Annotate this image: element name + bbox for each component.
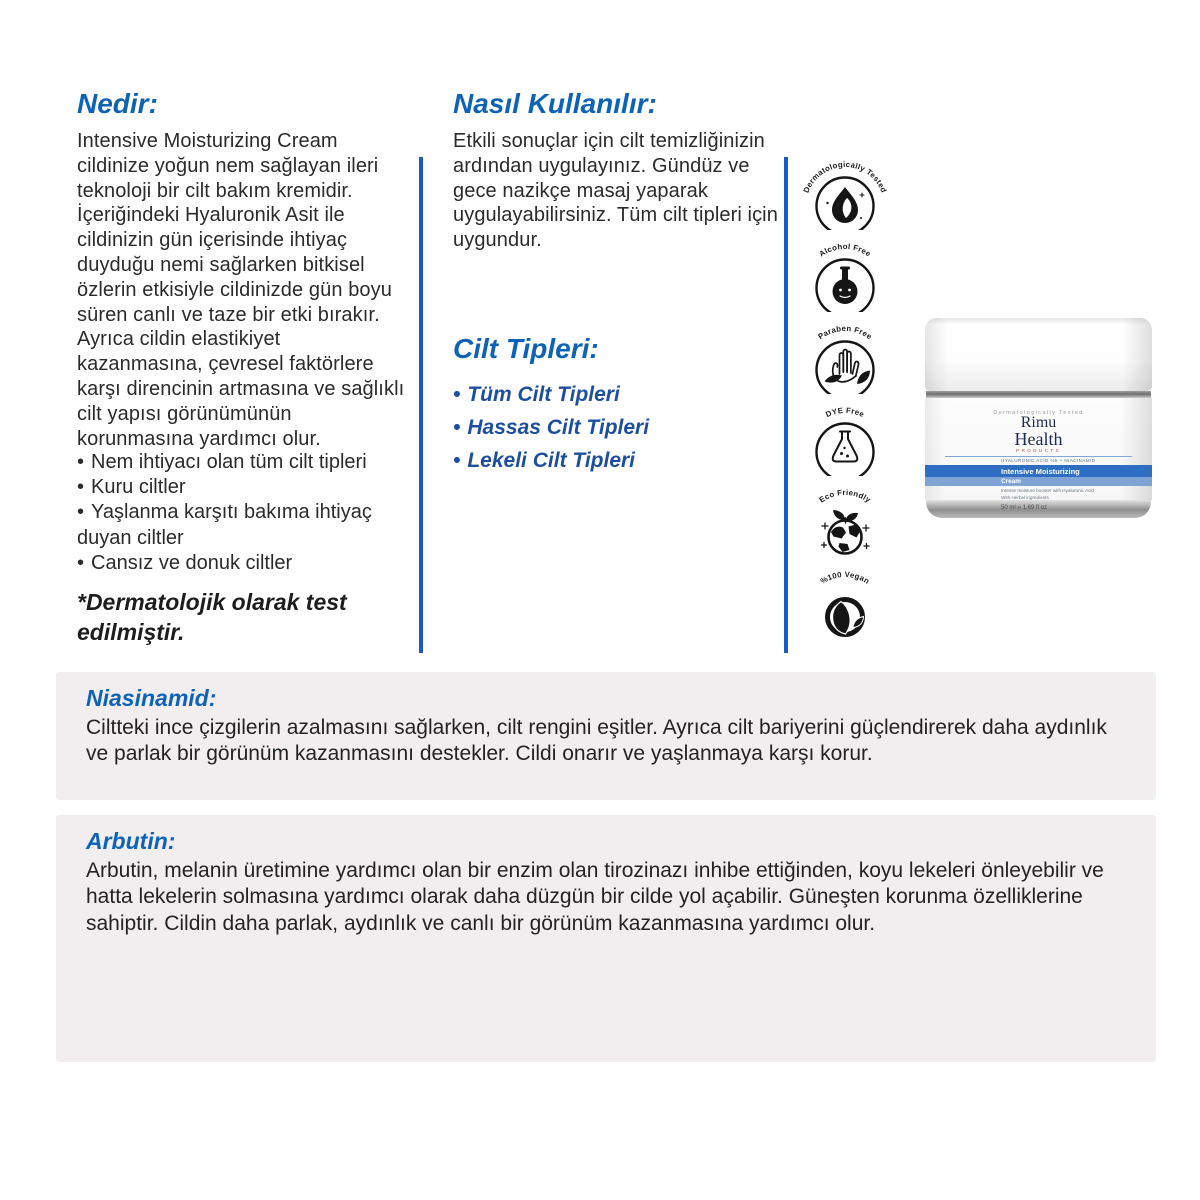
bullet-dot: • [77,451,85,473]
jar-brand-line1: Rimu [1020,414,1057,431]
jar-label-rule [945,456,1132,457]
badge-100-vegan [800,556,890,638]
list-item-text: Nem ihtiyacı olan tüm cilt tipleri [91,451,367,473]
badge-label: Alcohol Free [817,241,873,259]
list-item-text: Cansız ve donuk ciltler [91,551,293,574]
badge-column [800,146,890,638]
badge-label: %100 Vegan [818,569,872,586]
jar-volume: 50 ml ℮ 1.69 fl oz [1001,505,1047,512]
badge-eco-friendly [800,474,890,556]
svg-text:Eco Friendly [818,488,873,505]
product-jar [925,318,1152,518]
badge-label: DYE Free [824,405,866,420]
panel-niasinamid [56,672,1156,800]
panel-arbutin [56,815,1156,1062]
list-item-text: Kuru ciltler [91,476,186,499]
nedir-paragraph: Intensive Moisturizing Cream cildinize yoğun nem sağlayan ileri teknoloji bir cilt bakım kremidir. İçeriğindeki Hyaluronik Asit ile cildinizin gün içerisinde ihtiyaç duyduğu nemi sağlarken bitkisel özlerin etkisiyle cildinizde gün boyu süren canlı ve taze bir etki bırakır. Ayrıca cildin elastikiyet kazanmasına, çevresel faktörlere karşı direncinin artmasına ve sağlıklı cilt yapısı görünümünün korunmasına yardımcı olur. [77,130,405,450]
list-item [77,450,413,475]
list-item [77,551,413,576]
jar-brand-logo [925,416,1152,447]
nedir-bullet-list [77,450,413,576]
vegan-leaf-icon [828,600,864,635]
jar-body [925,398,1152,512]
bullet-dot: • [77,501,85,524]
svg-text:Paraben Free [816,324,874,342]
jar-product-name2: Cream [925,477,1152,486]
nedir-footnote: *Dermatolojik olarak test edilmiştir. [77,589,347,645]
jar-desc-line2: With Herbal ingredients [1001,495,1049,501]
svg-text:DYE Free [824,406,866,419]
svg-text:%100 Vegan [819,570,871,586]
nasil-paragraph: Etkili sonuçlar için cilt temizliğinizin ardından uygulayınız. Gündüz ve gece nazikçe masaj yaparak uygulayabilirsiniz. Tüm cilt tipleri için uygundur. [453,130,778,252]
panel-heading: Arbutin: [86,828,176,854]
list-item [453,448,773,475]
jar-lid [925,318,1152,391]
bullet-dot: • [77,476,85,499]
erlenmeyer-flask-icon [817,424,874,477]
jar-desc-line1: Intense moisture booster with Hyaluronic Acid [1001,488,1094,494]
divider-line-right [784,157,788,653]
list-item [453,382,773,409]
bullet-dot: • [77,551,85,574]
round-flask-icon [817,260,874,313]
cilt-tipleri-list [453,382,773,481]
hand-leaves-icon [817,342,874,395]
nasil-heading: Nasıl Kullanılır: [453,88,657,119]
list-item-text: Hassas Cilt Tipleri [467,415,650,439]
badge-label: Dermatologically Tested [801,159,889,195]
list-item [453,415,773,442]
bullet-dot: • [453,383,461,406]
badge-paraben-free [800,310,890,392]
cilt-tipleri-heading: Cilt Tipleri: [453,333,599,364]
list-item-text: Yaşlanma karşıtı bakıma ihtiyaç duyan ciltler [77,501,372,549]
list-item [77,500,413,550]
jar-rim [926,391,1151,398]
svg-text:Alcohol Free [817,242,873,259]
panel-body: Ciltteki ince çizgilerin azalmasını sağlarken, cilt rengini eşitler. Ayrıca cilt bariyerini güçlendirerek daha aydınlık ve parlak bir görünüm kazanmasını destekler. Cildi onarır ve yaşlanmaya karşı korur. [86,716,1107,766]
jar-desc-lines [925,488,1152,502]
list-item [77,475,413,500]
bullet-dot: • [453,448,461,472]
drop-leaf-icon [817,178,874,231]
badge-dye-free [800,392,890,474]
badge-alcohol-free [800,228,890,310]
jar-ingredient-line: HYALURONIC ACID %5 + NIACINAMID [1001,458,1096,464]
jar-label-tested: Dermatologically Tested [993,410,1084,416]
badge-label: Paraben Free [816,323,874,342]
divider-line-left [419,157,423,653]
nedir-heading: Nedir: [77,88,158,119]
jar-product-name: Intensive Moisturizing [925,465,1152,477]
panel-body: Arbutin, melanin üretimine yardımcı olan bir enzim olan tirozinazı inhibe ettiğinden, koyu lekeleri önleyebilir ve hatta lekelerin solmasına yardımcı olarak daha düzgün bir cilde yol açabilir. Güneşten korunma özelliklerine sahiptir. Cildin daha parlak, aydınlık ve canlı bir görünüm kazanmasına yardımcı olur. [86,859,1104,935]
jar-brand-products: PRODUCTS [1016,448,1061,454]
list-item-text: Lekeli Cilt Tipleri [467,448,636,472]
jar-brand-line2: Health [1014,428,1063,449]
badge-dermatologically-tested [800,146,890,228]
badge-label: Eco Friendly [817,487,873,505]
list-item-text: Tüm Cilt Tipleri [467,383,620,406]
globe-leaves-icon [822,510,870,554]
bullet-dot: • [453,415,461,439]
panel-heading: Niasinamid: [86,685,217,711]
